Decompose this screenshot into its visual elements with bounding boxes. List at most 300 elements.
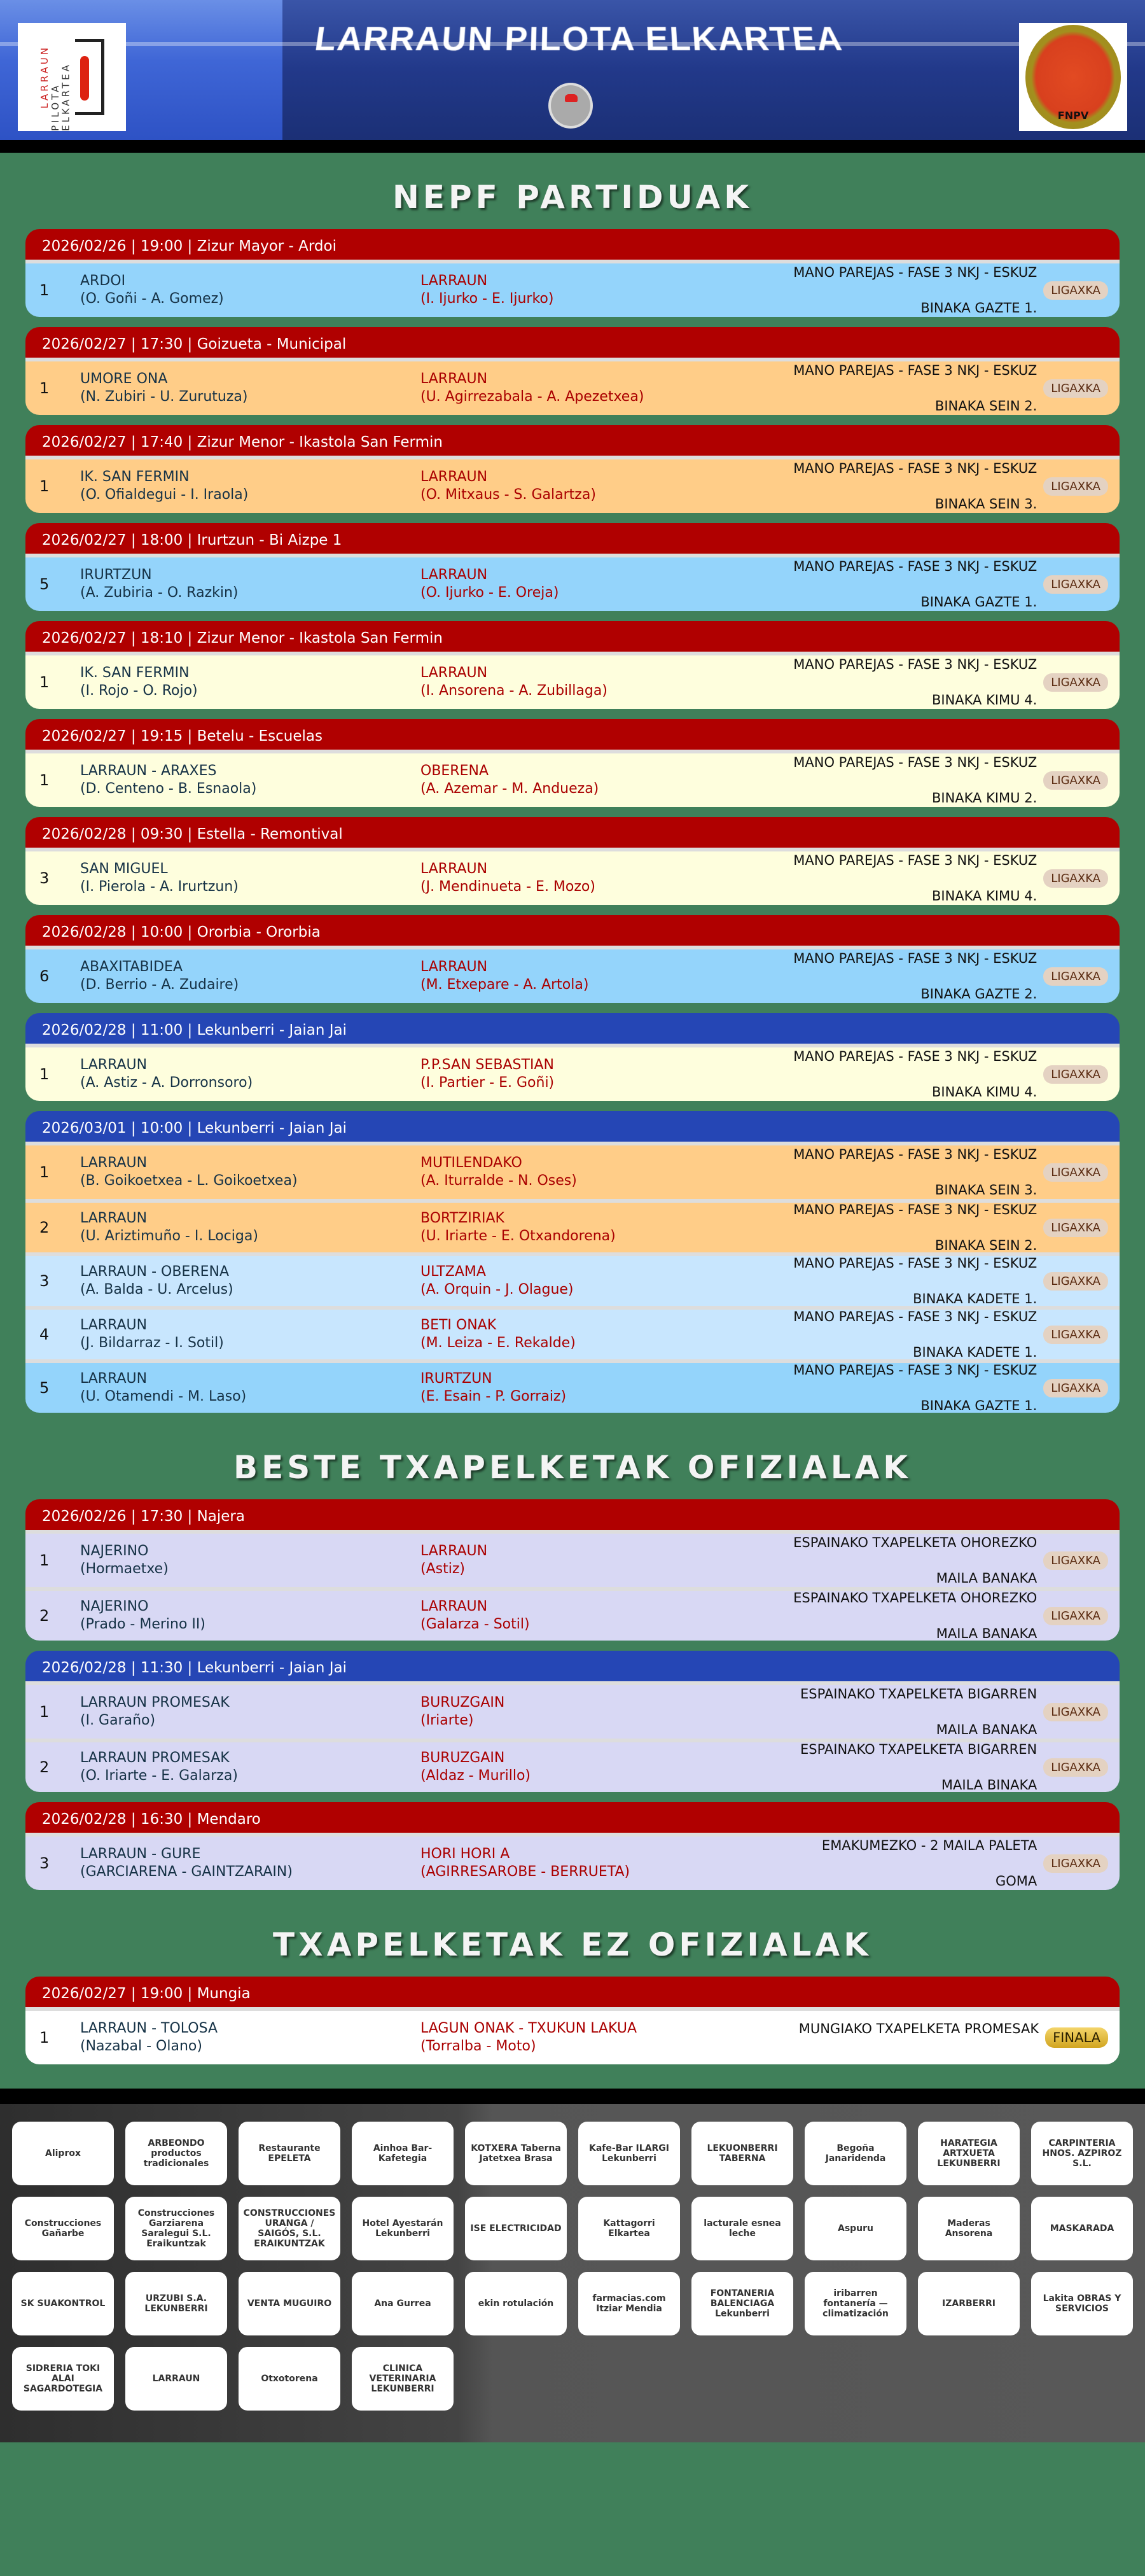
match-row[interactable] xyxy=(25,851,1120,905)
home-team-name: IK. SAN FERMIN xyxy=(80,469,190,485)
away-team xyxy=(420,566,793,602)
home-team xyxy=(80,1317,420,1352)
category-line-2: MAILA BINAKA xyxy=(941,1777,1037,1792)
match-card-header: 2026/02/28 | 11:30 | Lekunberri - Jaian Jai xyxy=(25,1651,1120,1685)
home-team-players: (Prado - Merino II) xyxy=(80,1616,205,1632)
phase-badge: FINALA xyxy=(1045,2027,1108,2048)
section-title: TXAPELKETAK EZ OFIZIALAK xyxy=(273,1926,872,1963)
match-card-header: 2026/02/27 | 17:30 | Goizueta - Municipal xyxy=(25,327,1120,361)
home-team-name: ARDOI xyxy=(80,273,126,289)
category-line-2: BINAKA KIMU 4. xyxy=(931,888,1037,904)
sponsor-logo[interactable]: MASKARADA xyxy=(1031,2197,1133,2260)
away-team-name: BURUZGAIN xyxy=(420,1750,505,1766)
phase-badge: LIGAXKA xyxy=(1043,1703,1108,1721)
match-row[interactable] xyxy=(25,557,1120,611)
match-card-header: 2026/02/28 | 16:30 | Mendaro xyxy=(25,1802,1120,1837)
club-logo-subtext: PILOTA ELKARTEA xyxy=(49,62,72,131)
home-team-players: (O. Ofialdegui - I. Iraola) xyxy=(80,487,249,503)
away-team-name: LARRAUN xyxy=(420,1599,488,1614)
sponsor-logo[interactable]: HARATEGIA ARTXUETA LEKUNBERRI xyxy=(918,2122,1020,2185)
phase-badge: LIGAXKA xyxy=(1043,1607,1108,1625)
court-number: 1 xyxy=(39,2029,50,2047)
home-team-players: (A. Astiz - A. Dorronsoro) xyxy=(80,1075,253,1091)
home-team xyxy=(80,1056,420,1092)
home-team-name: LARRAUN xyxy=(80,1210,148,1226)
home-team-name: IRURTZUN xyxy=(80,567,152,583)
away-team xyxy=(420,2020,799,2055)
away-team-players: (I. Ansorena - A. Zubillaga) xyxy=(420,683,607,699)
category-line-1: ESPAINAKO TXAPELKETA BIGARREN xyxy=(800,1742,1037,1757)
away-team-name: LARRAUN xyxy=(420,959,488,975)
home-team xyxy=(80,1263,420,1299)
away-team xyxy=(420,1317,793,1352)
away-team-players: (O. Mitxaus - S. Galartza) xyxy=(420,487,596,503)
away-team xyxy=(420,272,793,308)
category-line-1: ESPAINAKO TXAPELKETA BIGARREN xyxy=(800,1686,1037,1702)
sponsor-logo[interactable]: Otxotorena xyxy=(239,2347,340,2411)
home-team xyxy=(80,272,420,308)
match-card-header: 2026/02/27 | 17:40 | Zizur Menor - Ikastola San Fermin xyxy=(25,425,1120,459)
away-team-name: LARRAUN xyxy=(420,861,488,877)
sponsor-logo[interactable]: LARRAUN xyxy=(125,2347,227,2411)
site-title: LARRAUN PILOTA ELKARTEA xyxy=(312,20,845,59)
sponsor-logo[interactable]: Restaurante EPELETA xyxy=(239,2122,340,2185)
competition-category xyxy=(793,736,1037,807)
away-team-players: (Torralba - Moto) xyxy=(420,2038,536,2054)
fronton-icon xyxy=(75,39,104,115)
competition-category xyxy=(793,638,1037,709)
home-team xyxy=(80,664,420,700)
home-team-players: (O. Goñi - A. Gomez) xyxy=(80,291,224,307)
sponsor-logo[interactable]: Construcciones Garziarena Saralegui S.L. Eraikuntzak xyxy=(125,2197,227,2260)
category-line-2: BINAKA KADETE 1. xyxy=(913,1345,1037,1360)
away-team xyxy=(420,958,793,994)
phase-badge: LIGAXKA xyxy=(1043,1219,1108,1237)
away-team-players: (O. Ijurko - E. Oreja) xyxy=(420,585,559,601)
match-row[interactable] xyxy=(25,1739,1120,1792)
category-line-1: MANO PAREJAS - FASE 3 NKJ - ESKUZ xyxy=(793,951,1037,966)
match-card xyxy=(25,621,1120,709)
away-team xyxy=(420,468,793,504)
category-line-1: MANO PAREJAS - FASE 3 NKJ - ESKUZ xyxy=(793,1049,1037,1064)
sponsor-logo[interactable]: LEKUONBERRI TABERNA xyxy=(691,2122,793,2185)
category-line-1: MANO PAREJAS - FASE 3 NKJ - ESKUZ xyxy=(793,559,1037,574)
sponsor-logo[interactable]: URZUBI S.A. LEKUNBERRI xyxy=(125,2272,227,2335)
home-team-players: (Nazabal - Olano) xyxy=(80,2038,202,2054)
category-line-1: MANO PAREJAS - FASE 3 NKJ - ESKUZ xyxy=(793,1362,1037,1378)
competition-category xyxy=(793,1571,1037,1641)
match-card xyxy=(25,327,1120,415)
court-number: 1 xyxy=(39,281,50,299)
court-number: 3 xyxy=(39,1272,50,1290)
sponsor-logo[interactable]: Aliprox xyxy=(12,2122,114,2185)
away-team xyxy=(420,1210,793,1245)
competition-category xyxy=(822,1819,1037,1890)
away-team xyxy=(420,1263,793,1299)
home-team-name: LARRAUN xyxy=(80,1317,148,1333)
home-team-name: LARRAUN - TOLOSA xyxy=(80,2020,218,2036)
category-line-1: MANO PAREJAS - FASE 3 NKJ - ESKUZ xyxy=(793,1147,1037,1162)
category-line-2: MAILA BANAKA xyxy=(936,1722,1037,1737)
sponsor-logo[interactable]: Hotel Ayestarán Lekunberri xyxy=(352,2197,454,2260)
home-team-players: (I. Garaño) xyxy=(80,1712,156,1728)
away-team-name: MUTILENDAKO xyxy=(420,1155,522,1171)
match-card-header: 2026/02/27 | 18:00 | Irurtzun - Bi Aizpe 1 xyxy=(25,523,1120,557)
category-line-2: BINAKA KIMU 4. xyxy=(931,692,1037,708)
match-row[interactable] xyxy=(25,1359,1120,1413)
match-card-header: 2026/02/28 | 09:30 | Estella - Remontival xyxy=(25,817,1120,851)
phase-badge: LIGAXKA xyxy=(1043,673,1108,692)
away-team-players: (M. Etxepare - A. Artola) xyxy=(420,977,589,993)
match-card xyxy=(25,1977,1120,2064)
phase-badge: LIGAXKA xyxy=(1043,281,1108,300)
sponsor-logo[interactable]: Kattagorri Elkartea xyxy=(578,2197,680,2260)
home-team-players: (A. Balda - U. Arcelus) xyxy=(80,1282,233,1298)
match-row[interactable] xyxy=(25,263,1120,317)
home-team xyxy=(80,958,420,994)
match-card xyxy=(25,1499,1120,1641)
home-team xyxy=(80,370,420,406)
sponsor-logo[interactable]: SIDRERIA TOKI ALAI SAGARDOTEGIA xyxy=(12,2347,114,2411)
phase-badge: LIGAXKA xyxy=(1043,1551,1108,1570)
match-row[interactable] xyxy=(25,1837,1120,1890)
phase-badge: LIGAXKA xyxy=(1043,1272,1108,1291)
competition-category xyxy=(793,344,1037,415)
away-team-name: OBERENA xyxy=(420,763,489,779)
away-team xyxy=(420,1056,793,1092)
away-team xyxy=(420,1543,793,1578)
court-number: 2 xyxy=(39,1758,50,1776)
sponsor-logo[interactable]: ARBEONDO productos tradicionales xyxy=(125,2122,227,2185)
phase-badge: LIGAXKA xyxy=(1043,1758,1108,1777)
match-card xyxy=(25,1111,1120,1413)
home-team xyxy=(80,468,420,504)
away-team-players: (U. Iriarte - E. Otxandorena) xyxy=(420,1228,616,1244)
away-team xyxy=(420,1370,793,1406)
sponsor-logo[interactable]: FONTANERIA BALENCIAGA Lekunberri xyxy=(691,2272,793,2335)
competition-category xyxy=(793,442,1037,513)
category-line-2: MAILA BANAKA xyxy=(936,1571,1037,1586)
match-card-header: 2026/02/26 | 19:00 | Zizur Mayor - Ardoi xyxy=(25,229,1120,263)
sponsor-logo[interactable]: KOTXERA Taberna Jatetxea Brasa xyxy=(465,2122,567,2185)
site-header xyxy=(0,0,1145,153)
match-row[interactable] xyxy=(25,949,1120,1003)
section-title: NEPF PARTIDUAK xyxy=(392,179,753,216)
away-team-name: IRURTZUN xyxy=(420,1371,492,1387)
court-number: 2 xyxy=(39,1607,50,1625)
phase-badge: LIGAXKA xyxy=(1043,1065,1108,1084)
away-team-name: LARRAUN xyxy=(420,567,488,583)
home-team-name: LARRAUN - GURE xyxy=(80,1846,201,1862)
home-team xyxy=(80,1694,420,1730)
category-line-2: BINAKA KIMU 4. xyxy=(931,1084,1037,1100)
competition-category xyxy=(800,1723,1037,1792)
category-line-1: MANO PAREJAS - FASE 3 NKJ - ESKUZ xyxy=(793,363,1037,378)
match-card-header: 2026/02/28 | 11:00 | Lekunberri - Jaian Jai xyxy=(25,1013,1120,1047)
home-team-players: (D. Centeno - B. Esnaola) xyxy=(80,781,257,797)
competition-category xyxy=(793,246,1037,317)
home-team xyxy=(80,1543,420,1578)
court-number: 5 xyxy=(39,1379,50,1397)
away-team-name: BETI ONAK xyxy=(420,1317,497,1333)
pelota-ball-icon xyxy=(548,83,593,129)
sponsor-logo[interactable]: IZARBERRI xyxy=(918,2272,1020,2335)
match-card-header: 2026/02/26 | 17:30 | Najera xyxy=(25,1499,1120,1534)
home-team-players: (I. Pierola - A. Irurtzun) xyxy=(80,879,239,895)
sponsor-logo[interactable]: CLINICA VETERINARIA LEKUNBERRI xyxy=(352,2347,454,2411)
category-line-1: MANO PAREJAS - FASE 3 NKJ - ESKUZ xyxy=(793,1202,1037,1217)
match-card xyxy=(25,523,1120,611)
away-team-players: (Aldaz - Murillo) xyxy=(420,1768,531,1784)
federation-logo-text: FNPV xyxy=(1057,109,1089,122)
away-team-name: BORTZIRIAK xyxy=(420,1210,504,1226)
home-team-players: (GARCIARENA - GAINTZARAIN) xyxy=(80,1864,293,1880)
category-line-1: ESPAINAKO TXAPELKETA OHOREZKO xyxy=(793,1590,1037,1606)
sponsor-logo[interactable]: CARPINTERIA HNOS. AZPIROZ S.L. xyxy=(1031,2122,1133,2185)
category-line-1: MANO PAREJAS - FASE 3 NKJ - ESKUZ xyxy=(793,1256,1037,1271)
sponsor-logo[interactable]: VENTA MUGUIRO xyxy=(239,2272,340,2335)
phase-badge: LIGAXKA xyxy=(1043,1854,1108,1873)
away-team-name: LARRAUN xyxy=(420,273,488,289)
away-team-name: LARRAUN xyxy=(420,665,488,681)
away-team-name: BURUZGAIN xyxy=(420,1695,505,1711)
competition-category xyxy=(799,2002,1039,2064)
phase-badge: LIGAXKA xyxy=(1043,1163,1108,1182)
away-team-players: (A. Azemar - M. Andueza) xyxy=(420,781,599,797)
home-team-name: LARRAUN xyxy=(80,1371,148,1387)
away-team xyxy=(420,1749,800,1785)
home-team-players: (O. Iriarte - E. Galarza) xyxy=(80,1768,238,1784)
home-team-name: LARRAUN - OBERENA xyxy=(80,1264,230,1280)
category-line-2: BINAKA KIMU 2. xyxy=(931,790,1037,806)
away-team-players: (U. Agirrezabala - A. Apezetxea) xyxy=(420,389,644,405)
match-row[interactable] xyxy=(25,459,1120,513)
match-card xyxy=(25,817,1120,905)
header-bottom-bar xyxy=(0,140,1145,153)
court-number: 1 xyxy=(39,379,50,397)
away-team-name: LARRAUN xyxy=(420,469,488,485)
court-number: 3 xyxy=(39,869,50,887)
category-line-1: MANO PAREJAS - FASE 3 NKJ - ESKUZ xyxy=(793,461,1037,476)
away-team-players: (I. Ijurko - E. Ijurko) xyxy=(420,291,554,307)
away-team-name: ULTZAMA xyxy=(420,1264,486,1280)
match-card xyxy=(25,1651,1120,1792)
match-card xyxy=(25,229,1120,317)
away-team xyxy=(420,664,793,700)
home-team-players: (D. Berrio - A. Zudaire) xyxy=(80,977,239,993)
category-line-1: ESPAINAKO TXAPELKETA OHOREZKO xyxy=(793,1535,1037,1550)
home-team-name: UMORE ONA xyxy=(80,371,168,387)
court-number: 1 xyxy=(39,1163,50,1181)
home-team-players: (U. Otamendi - M. Laso) xyxy=(80,1389,247,1404)
away-team-name: LARRAUN xyxy=(420,371,488,387)
match-card-header: 2026/02/28 | 10:00 | Ororbia - Ororbia xyxy=(25,915,1120,949)
category-line-2: GOMA xyxy=(995,1873,1037,1889)
away-team-name: P.P.SAN SEBASTIAN xyxy=(420,1057,554,1073)
home-team-name: NAJERINO xyxy=(80,1599,149,1614)
match-row[interactable] xyxy=(25,2011,1120,2064)
phase-badge: LIGAXKA xyxy=(1043,771,1108,790)
category-line-2: BINAKA SEIN 2. xyxy=(934,398,1037,414)
home-team-name: LARRAUN - ARAXES xyxy=(80,763,217,779)
competition-category xyxy=(793,1030,1037,1101)
match-card xyxy=(25,719,1120,807)
away-team-players: (M. Leiza - E. Rekalde) xyxy=(420,1335,576,1351)
phase-badge: LIGAXKA xyxy=(1043,869,1108,888)
sponsors-grid xyxy=(0,2104,1145,2442)
match-card xyxy=(25,1802,1120,1890)
category-line-1: MANO PAREJAS - FASE 3 NKJ - ESKUZ xyxy=(793,1309,1037,1324)
home-team-name: SAN MIGUEL xyxy=(80,861,168,877)
away-team-players: (Iriarte) xyxy=(420,1712,474,1728)
home-team-name: NAJERINO xyxy=(80,1543,149,1559)
competition-category xyxy=(793,932,1037,1003)
sponsor-logo[interactable]: farmacias.com Itziar Mendia xyxy=(578,2272,680,2335)
home-team-players: (J. Bildarraz - I. Sotil) xyxy=(80,1335,224,1351)
court-number: 1 xyxy=(39,771,50,789)
category-line-1: MANO PAREJAS - FASE 3 NKJ - ESKUZ xyxy=(793,853,1037,868)
court-number: 1 xyxy=(39,1065,50,1083)
sponsor-logo[interactable]: ekin rotulación xyxy=(465,2272,567,2335)
home-team-name: LARRAUN xyxy=(80,1155,148,1171)
category-line-2: BINAKA GAZTE 1. xyxy=(920,594,1037,610)
away-team-players: (Galarza - Sotil) xyxy=(420,1616,530,1632)
category-line-2: BINAKA KADETE 1. xyxy=(913,1291,1037,1306)
sponsor-logo[interactable]: CONSTRUCCIONES URANGA / SAIGÓS, S.L. ERAIKUNTZAK xyxy=(239,2197,340,2260)
away-team-name: HORI HORI A xyxy=(420,1846,510,1862)
match-card-header: 2026/02/27 | 19:00 | Mungia xyxy=(25,1977,1120,2011)
match-card-header: 2026/03/01 | 10:00 | Lekunberri - Jaian Jai xyxy=(25,1111,1120,1145)
away-team-players: (A. Iturralde - N. Oses) xyxy=(420,1173,577,1189)
competition-category xyxy=(793,540,1037,611)
sponsor-logo[interactable]: Lakita OBRAS Y SERVICIOS xyxy=(1031,2272,1133,2335)
away-team xyxy=(420,1598,793,1634)
home-team xyxy=(80,1845,420,1881)
away-team-players: (I. Partier - E. Goñi) xyxy=(420,1075,555,1091)
away-team-players: (J. Mendinueta - E. Mozo) xyxy=(420,879,595,895)
category-line-1: MANO PAREJAS - FASE 3 NKJ - ESKUZ xyxy=(793,657,1037,672)
sponsor-logo[interactable]: Aspuru xyxy=(805,2197,906,2260)
competition-category xyxy=(793,1343,1037,1413)
section-title: BESTE TXAPELKETAK OFIZIALAK xyxy=(233,1449,912,1486)
home-team-name: LARRAUN PROMESAK xyxy=(80,1750,230,1766)
competition-category xyxy=(793,834,1037,905)
away-team-players: (AGIRRESAROBE - BERRUETA) xyxy=(420,1864,630,1880)
category-line-1: MUNGIAKO TXAPELKETA PROMESAK xyxy=(798,2021,1039,2036)
home-team-players: (I. Rojo - O. Rojo) xyxy=(80,683,198,699)
home-team xyxy=(80,860,420,896)
phase-badge: LIGAXKA xyxy=(1043,477,1108,496)
category-line-1: EMAKUMEZKO - 2 MAILA PALETA xyxy=(821,1838,1037,1853)
sponsor-logo[interactable]: Ana Gurrea xyxy=(352,2272,454,2335)
club-logo[interactable] xyxy=(18,23,126,131)
category-line-2: BINAKA GAZTE 1. xyxy=(920,1398,1037,1413)
phase-badge: LIGAXKA xyxy=(1043,575,1108,594)
home-team-name: LARRAUN xyxy=(80,1057,148,1073)
phase-badge: LIGAXKA xyxy=(1043,1326,1108,1344)
sponsor-logo[interactable]: Begoña Janaridenda xyxy=(805,2122,906,2185)
court-number: 1 xyxy=(39,1703,50,1721)
court-number: 3 xyxy=(39,1854,50,1872)
home-team xyxy=(80,1154,420,1190)
federation-medal-icon xyxy=(1025,25,1121,129)
category-line-2: BINAKA GAZTE 1. xyxy=(920,300,1037,316)
court-number: 5 xyxy=(39,575,50,593)
sponsor-logo[interactable]: Ainhoa Bar-Kafetegia xyxy=(352,2122,454,2185)
match-row[interactable] xyxy=(25,753,1120,807)
sponsor-logo[interactable]: SK SUAKONTROL xyxy=(12,2272,114,2335)
home-team-name: IK. SAN FERMIN xyxy=(80,665,190,681)
home-team-name: ABAXITABIDEA xyxy=(80,959,183,975)
sponsor-logo[interactable]: Kafe-Bar ILARGI Lekunberri xyxy=(578,2122,680,2185)
category-line-2: BINAKA SEIN 3. xyxy=(934,1182,1037,1198)
home-team-players: (A. Zubiria - O. Razkin) xyxy=(80,585,239,601)
home-team xyxy=(80,2020,420,2055)
away-team-players: (E. Esain - P. Gorraiz) xyxy=(420,1389,567,1404)
court-number: 1 xyxy=(39,1551,50,1569)
sponsor-logo[interactable]: Construcciones Gañarbe xyxy=(12,2197,114,2260)
sponsor-logo[interactable]: ISE ELECTRICIDAD xyxy=(465,2197,567,2260)
category-line-2: BINAKA GAZTE 2. xyxy=(920,986,1037,1002)
home-team xyxy=(80,566,420,602)
court-number: 4 xyxy=(39,1326,50,1343)
home-team-players: (N. Zubiri - U. Zurutuza) xyxy=(80,389,248,405)
sponsor-logo[interactable]: Maderas Ansorena xyxy=(918,2197,1020,2260)
court-number: 1 xyxy=(39,477,50,495)
away-team xyxy=(420,1154,793,1190)
match-row[interactable] xyxy=(25,361,1120,415)
main-content xyxy=(0,153,1145,2064)
category-line-2: MAILA BANAKA xyxy=(936,1626,1037,1641)
home-team-name: LARRAUN PROMESAK xyxy=(80,1695,230,1711)
sponsor-logo[interactable]: lacturale esnea leche xyxy=(691,2197,793,2260)
away-team-name: LAGUN ONAK - TXUKUN LAKUA xyxy=(420,2020,637,2036)
category-line-2: BINAKA SEIN 3. xyxy=(934,496,1037,512)
federation-logo[interactable] xyxy=(1019,23,1127,131)
home-team-players: (U. Ariztimuño - I. Lociga) xyxy=(80,1228,258,1244)
match-row[interactable] xyxy=(25,1587,1120,1641)
match-card-header: 2026/02/27 | 18:10 | Zizur Menor - Ikastola San Fermin xyxy=(25,621,1120,655)
away-team xyxy=(420,1845,822,1881)
away-team-players: (A. Orquin - J. Olague) xyxy=(420,1282,574,1298)
match-row[interactable] xyxy=(25,1047,1120,1101)
court-number: 1 xyxy=(39,673,50,691)
home-team xyxy=(80,762,420,798)
match-card xyxy=(25,1013,1120,1101)
match-card-header: 2026/02/27 | 19:15 | Betelu - Escuelas xyxy=(25,719,1120,753)
home-team xyxy=(80,1210,420,1245)
category-line-1: MANO PAREJAS - FASE 3 NKJ - ESKUZ xyxy=(793,265,1037,280)
match-row[interactable] xyxy=(25,655,1120,709)
sponsor-logo[interactable]: iribarren fontanería — climatización xyxy=(805,2272,906,2335)
category-line-2: BINAKA SEIN 2. xyxy=(934,1238,1037,1253)
away-team-name: LARRAUN xyxy=(420,1543,488,1559)
home-team xyxy=(80,1749,420,1785)
match-card xyxy=(25,425,1120,513)
home-team-players: (Hormaetxe) xyxy=(80,1561,169,1577)
away-team xyxy=(420,762,793,798)
phase-badge: LIGAXKA xyxy=(1043,1379,1108,1397)
away-team xyxy=(420,370,793,406)
court-number: 2 xyxy=(39,1219,50,1236)
away-team-players: (Astiz) xyxy=(420,1561,465,1577)
away-team xyxy=(420,860,793,896)
club-logo-text: LARRAUN xyxy=(39,45,51,109)
home-team-players: (B. Goikoetxea - L. Goikoetxea) xyxy=(80,1173,298,1189)
court-number: 6 xyxy=(39,967,50,985)
home-team xyxy=(80,1370,420,1406)
away-team xyxy=(420,1694,800,1730)
